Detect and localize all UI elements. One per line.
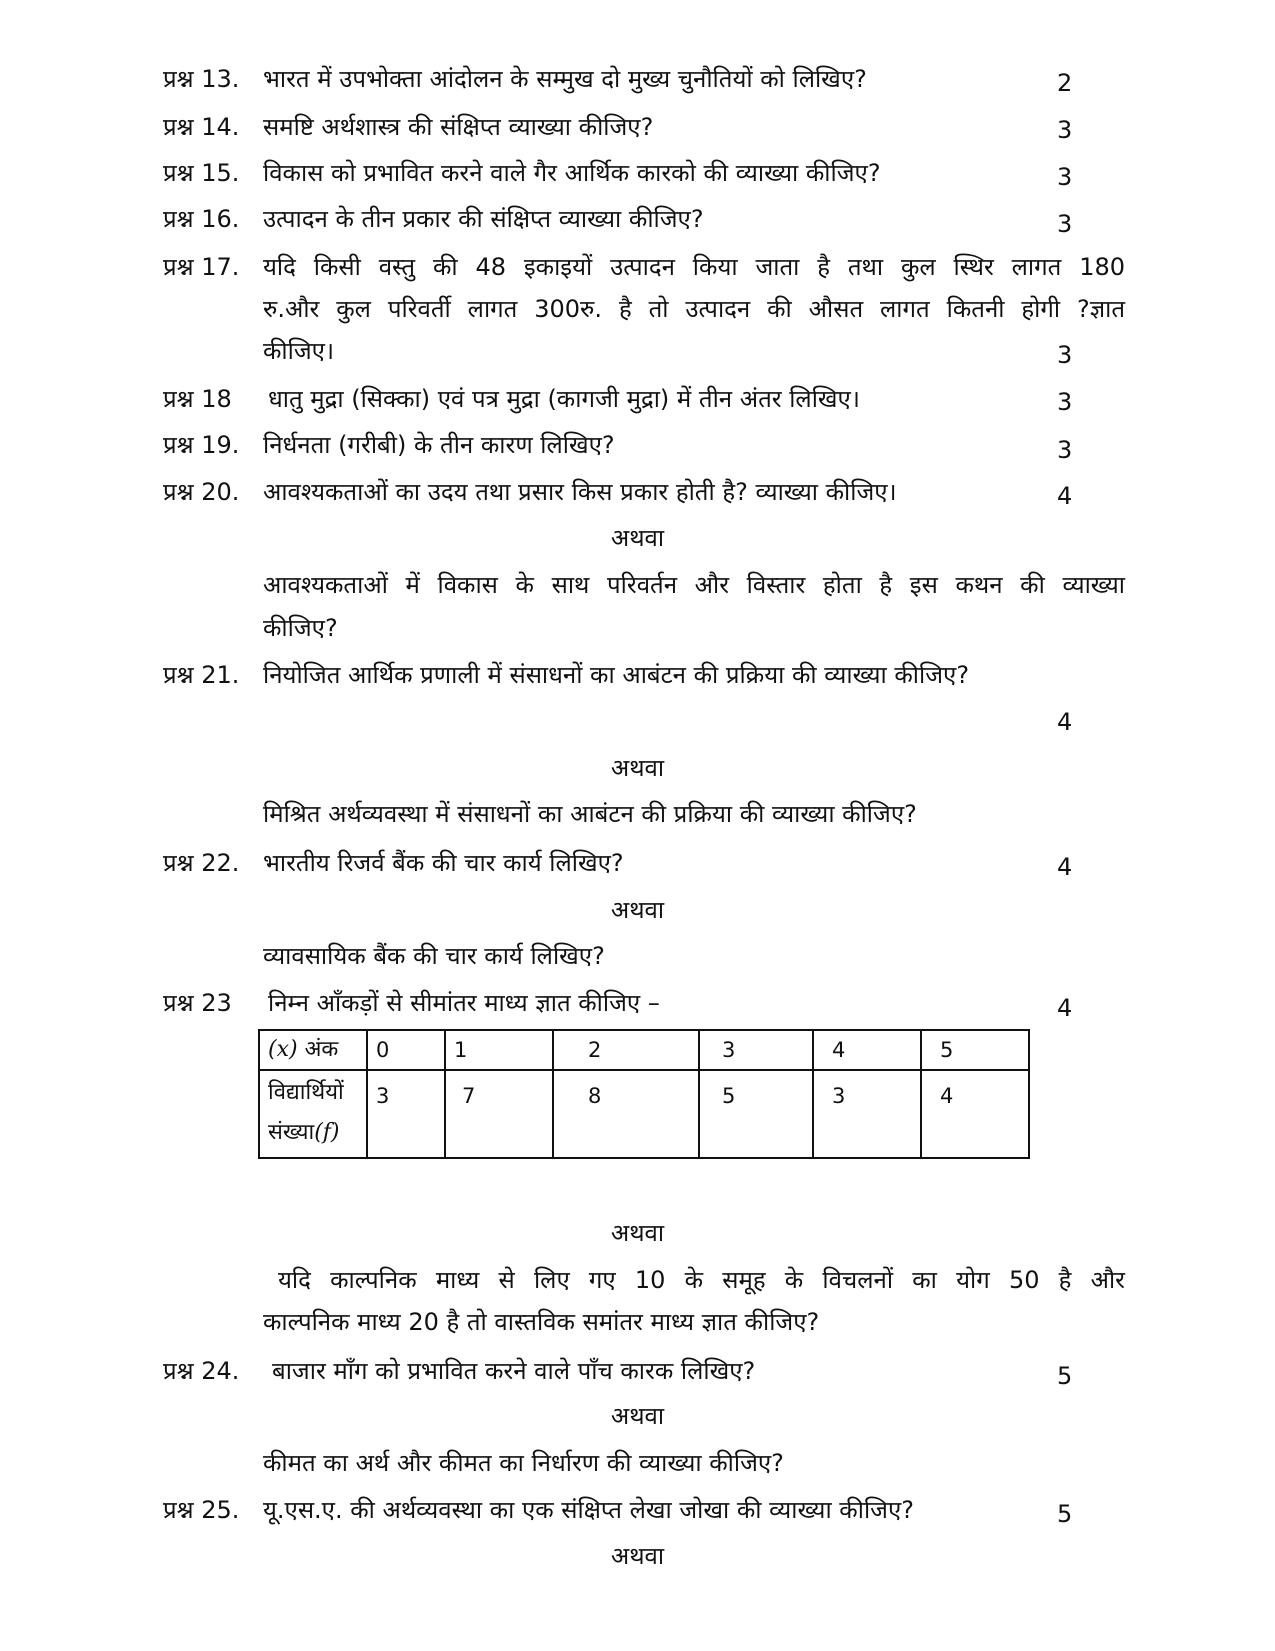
q14-text: समष्टि अर्थशास्त्र की संक्षिप्त व्याख्या कीजिए?	[263, 113, 654, 141]
q18-marks: 3	[1057, 388, 1073, 416]
q18-number: प्रश्न 18	[163, 385, 232, 413]
x-variable: (x)	[268, 1037, 298, 1062]
q23-text: निम्न आँकड़ों से सीमांतर माध्य ज्ञात कीजिए –	[268, 989, 660, 1017]
f-value-cell: 5	[699, 1070, 813, 1158]
q25-marks: 5	[1057, 1500, 1073, 1528]
q20-marks: 4	[1057, 482, 1073, 510]
q17-line3: कीजिए।	[263, 337, 335, 365]
q23-number: प्रश्न 23	[163, 989, 232, 1017]
q22-marks: 4	[1057, 853, 1073, 881]
q16-number: प्रश्न 16.	[163, 205, 240, 233]
q19-text: निर्धनता (गरीबी) के तीन कारण लिखिए?	[263, 431, 615, 459]
q24-text: बाजार माँग को प्रभावित करने वाले पाँच कारक लिखिए?	[272, 1357, 756, 1385]
x-value-cell: 4	[813, 1030, 921, 1070]
q23-alt-line2: काल्पनिक माध्य 20 है तो वास्तविक समांतर माध्य ज्ञात कीजिए?	[263, 1308, 820, 1336]
f-label: विद्यार्थियों	[268, 1080, 344, 1105]
q16-text: उत्पादन के तीन प्रकार की संक्षिप्त व्याख्या कीजिए?	[263, 205, 704, 233]
q17-line1: यदि किसी वस्तु की 48 इकाइयों उत्पादन किया जाता है तथा कुल स्थिर लागत 180	[263, 253, 1125, 281]
q14-number: प्रश्न 14.	[163, 113, 240, 141]
q21-text: नियोजित आर्थिक प्रणाली में संसाधनों का आबंटन की प्रक्रिया की व्याख्या कीजिए?	[263, 661, 970, 689]
q25-or: अथवा	[610, 1542, 665, 1570]
x-value-cell: 5	[921, 1030, 1029, 1070]
q19-number: प्रश्न 19.	[163, 431, 240, 459]
x-value-cell: 3	[699, 1030, 813, 1070]
q24-number: प्रश्न 24.	[163, 1357, 240, 1385]
q22-text: भारतीय रिजर्व बैंक की चार कार्य लिखिए?	[263, 849, 624, 877]
q13-text: भारत में उपभोक्ता आंदोलन के सम्मुख दो मुख्य चुनौतियों को लिखिए?	[263, 65, 867, 93]
q22-alt: व्यावसायिक बैंक की चार कार्य लिखिए?	[263, 942, 605, 970]
q17-line2: रु.और कुल परिवर्ती लागत 300रु. है तो उत्पादन की औसत लागत कितनी होगी ?ज्ञात	[263, 295, 1125, 323]
q23-marks: 4	[1057, 994, 1073, 1022]
q22-or: अथवा	[610, 896, 665, 924]
q21-alt: मिश्रित अर्थव्यवस्था में संसाधनों का आबंटन की प्रक्रिया की व्याख्या कीजिए?	[263, 800, 917, 828]
f-variable: (f)	[314, 1120, 340, 1145]
f-value-cell: 4	[921, 1070, 1029, 1158]
q20-number: प्रश्न 20.	[163, 478, 240, 506]
q19-marks: 3	[1057, 436, 1073, 464]
f-value-cell: 3	[367, 1070, 445, 1158]
q21-marks: 4	[1057, 708, 1073, 736]
q20-alt-line2: कीजिए?	[263, 614, 338, 642]
q17-number: प्रश्न 17.	[163, 253, 240, 281]
q23-or: अथवा	[610, 1219, 665, 1247]
x-value-cell: 2	[553, 1030, 699, 1070]
q25-text: यू.एस.ए. की अर्थव्यवस्था का एक संक्षिप्त लेखा जोखा की व्याख्या कीजिए?	[263, 1496, 914, 1524]
q20-alt-line1: आवश्यकताओं में विकास के साथ परिवर्तन और विस्तार होता है इस कथन की व्याख्या	[263, 571, 1125, 599]
q24-marks: 5	[1057, 1362, 1073, 1390]
q16-marks: 3	[1057, 210, 1073, 238]
q21-or: अथवा	[610, 754, 665, 782]
q13-number: प्रश्न 13.	[163, 65, 240, 93]
q15-text: विकास को प्रभावित करने वाले गैर आर्थिक कारको की व्याख्या कीजिए?	[263, 159, 881, 187]
x-value-cell: 1	[445, 1030, 553, 1070]
q23-alt-line1: यदि काल्पनिक माध्य से लिए गए 10 के समूह के विचलनों का योग 50 है और	[278, 1266, 1125, 1294]
f-value-cell: 3	[813, 1070, 921, 1158]
q17-marks: 3	[1057, 341, 1073, 369]
q15-number: प्रश्न 15.	[163, 159, 240, 187]
f-label-b: संख्या	[268, 1120, 315, 1145]
x-label: अंक	[304, 1037, 339, 1062]
q15-marks: 3	[1057, 163, 1073, 191]
x-label-cell	[259, 1030, 367, 1070]
q18-text: धातु मुद्रा (सिक्का) एवं पत्र मुद्रा (कागजी मुद्रा) में तीन अंतर लिखिए।	[268, 385, 860, 413]
q14-marks: 3	[1057, 116, 1073, 144]
q25-number: प्रश्न 25.	[163, 1496, 240, 1524]
f-value-cell: 7	[445, 1070, 553, 1158]
table-row	[259, 1070, 1029, 1158]
q21-number: प्रश्न 21.	[163, 661, 240, 689]
f-label-cell	[259, 1070, 367, 1158]
q22-number: प्रश्न 22.	[163, 849, 240, 877]
x-value-cell: 0	[367, 1030, 445, 1070]
f-value-cell: 8	[553, 1070, 699, 1158]
table-row	[259, 1030, 1029, 1070]
q24-or: अथवा	[610, 1402, 665, 1430]
q13-marks: 2	[1057, 69, 1073, 97]
q20-text: आवश्यकताओं का उदय तथा प्रसार किस प्रकार होती है? व्याख्या कीजिए।	[263, 478, 897, 506]
frequency-table	[258, 1029, 1030, 1159]
q20-or: अथवा	[610, 524, 665, 552]
q24-alt: कीमत का अर्थ और कीमत का निर्धारण की व्याख्या कीजिए?	[263, 1449, 784, 1477]
